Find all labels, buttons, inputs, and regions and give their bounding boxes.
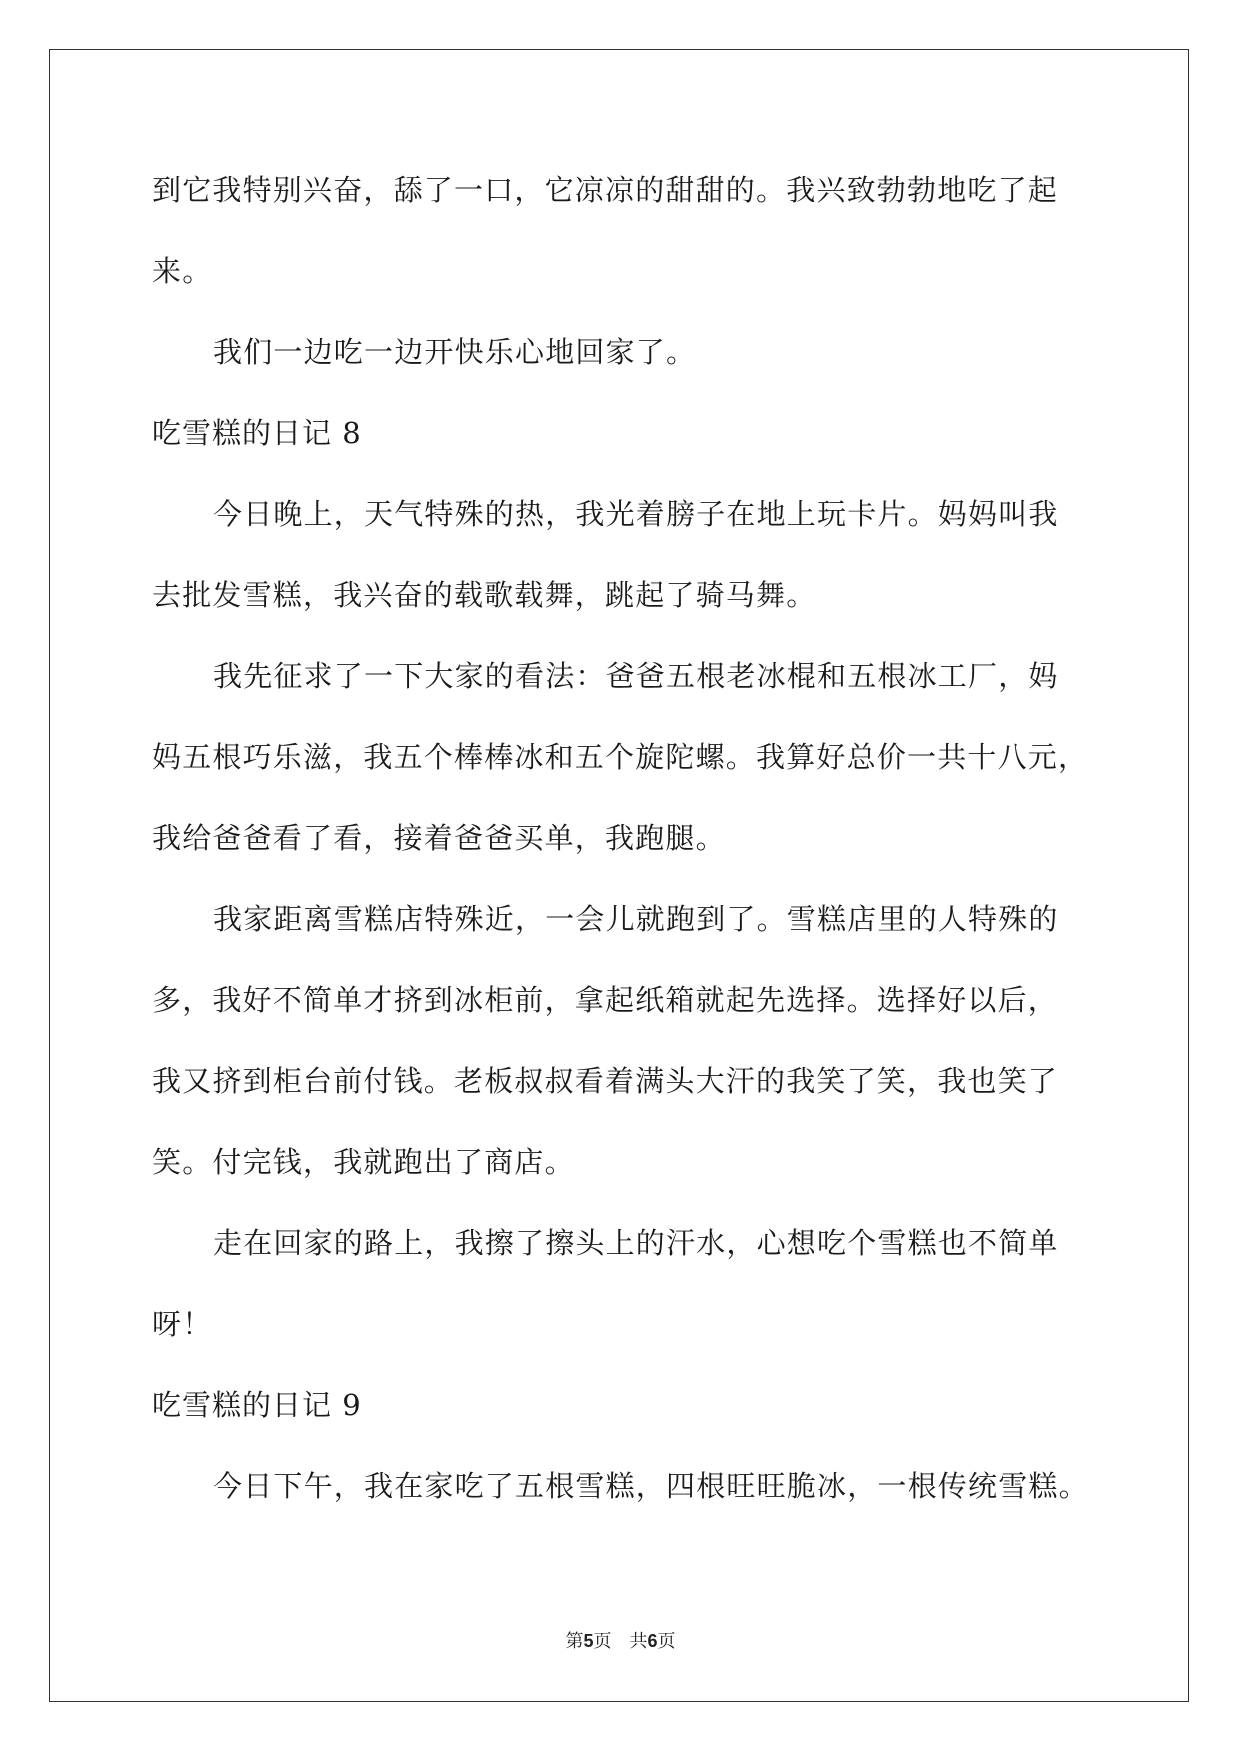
- paragraph-line: 到它我特别兴奋，舔了一口，它凉凉的甜甜的。我兴致勃勃地吃了起: [152, 173, 1059, 207]
- paragraph-line: 今日下午，我在家吃了五根雪糕，四根旺旺脆冰，一根传统雪糕。: [213, 1469, 1089, 1503]
- page-current: 5: [583, 1631, 594, 1651]
- page-total: 6: [647, 1631, 658, 1651]
- paragraph-line: 妈五根巧乐滋，我五个棒棒冰和五个旋陀螺。我算好总价一共十八元，: [152, 740, 1089, 774]
- section-heading: 吃雪糕的日记 8: [152, 416, 362, 450]
- document-body: [152, 150, 1112, 1527]
- paragraph-line: 笑。付完钱，我就跑出了商店。: [152, 1145, 575, 1179]
- page-prefix: 第: [565, 1631, 584, 1652]
- paragraph-line: 我们一边吃一边开快乐心地回家了。: [213, 335, 697, 369]
- paragraph-line: 我又挤到柜台前付钱。老板叔叔看着满头大汗的我笑了笑，我也笑了: [152, 1064, 1059, 1098]
- total-prefix: 共: [629, 1631, 648, 1652]
- total-suffix: 页: [657, 1631, 676, 1652]
- paragraph-line: 我先征求了一下大家的看法：爸爸五根老冰棍和五根冰工厂，妈: [213, 659, 1059, 693]
- paragraph-line: 我家距离雪糕店特殊近，一会儿就跑到了。雪糕店里的人特殊的: [213, 902, 1059, 936]
- paragraph-line: 去批发雪糕，我兴奋的载歌载舞，跳起了骑马舞。: [152, 578, 817, 612]
- paragraph-line: 今日晚上，天气特殊的热，我光着膀子在地上玩卡片。妈妈叫我: [213, 497, 1059, 531]
- paragraph-line: 走在回家的路上，我擦了擦头上的汗水，心想吃个雪糕也不简单: [213, 1226, 1059, 1260]
- paragraph-line: 多，我好不简单才挤到冰柜前，拿起纸箱就起先选择。选择好以后，: [152, 983, 1059, 1017]
- paragraph-line: 呀！: [152, 1307, 213, 1341]
- section-heading: 吃雪糕的日记 9: [152, 1388, 362, 1422]
- paragraph-line: 我给爸爸看了看，接着爸爸买单，我跑腿。: [152, 821, 726, 855]
- page-footer: [0, 1627, 1241, 1653]
- paragraph-line: 来。: [152, 254, 213, 288]
- page-suffix: 页: [593, 1631, 612, 1652]
